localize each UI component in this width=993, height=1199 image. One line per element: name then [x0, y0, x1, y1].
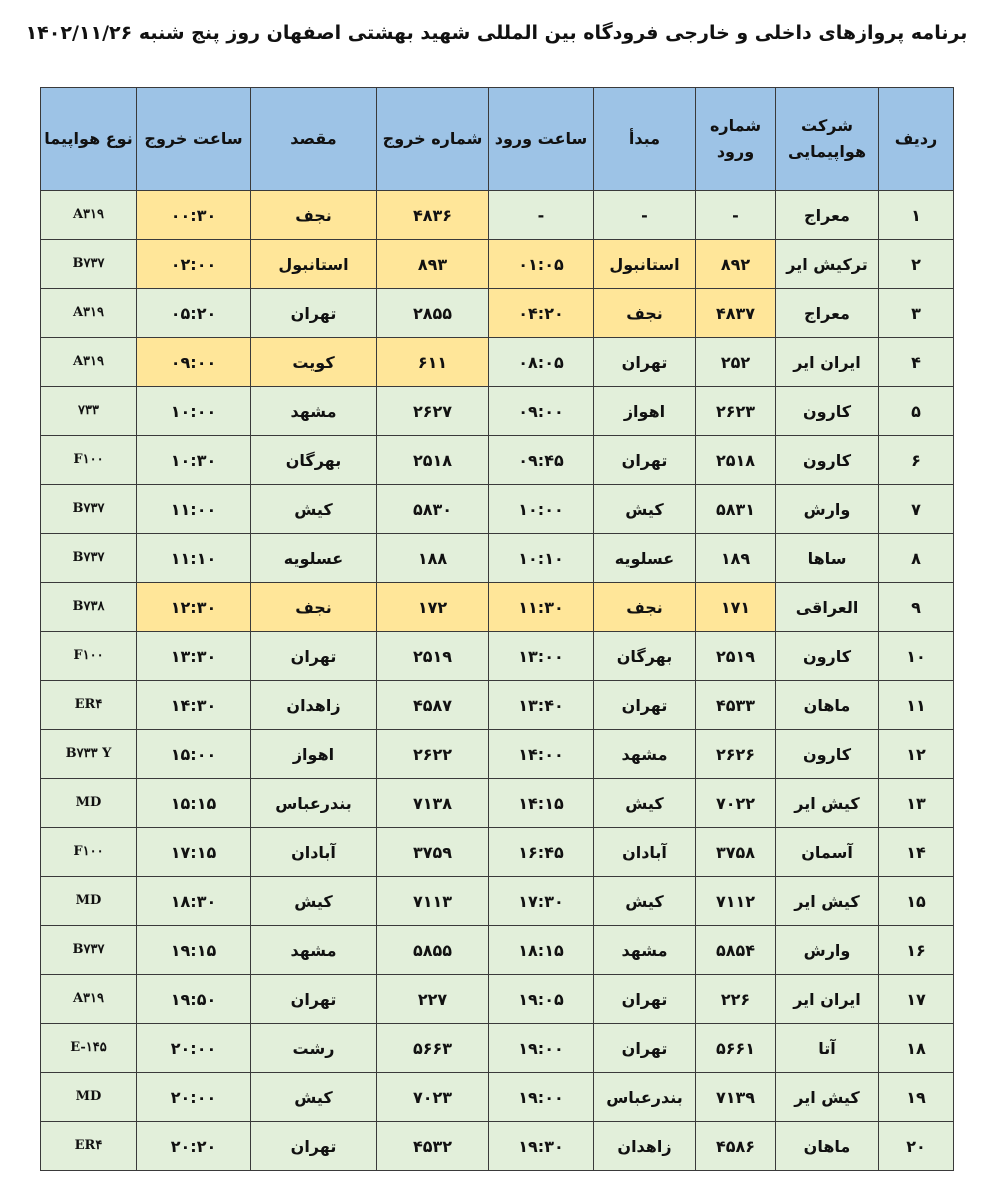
cell-departure-flight-number: ۳۷۵۹	[377, 828, 489, 877]
cell-row-number: ۳	[879, 289, 954, 338]
cell-departure-time: ۲۰:۰۰	[137, 1024, 251, 1073]
cell-origin: بندرعباس	[594, 1073, 696, 1122]
cell-departure-flight-number: ۱۸۸	[377, 534, 489, 583]
table-row	[41, 1024, 954, 1073]
cell-aircraft-type: ۷۳۳	[41, 387, 137, 436]
cell-aircraft-type: ER۴	[41, 1122, 137, 1171]
cell-arrival-time: ۱۹:۰۵	[489, 975, 594, 1024]
cell-origin: کیش	[594, 485, 696, 534]
cell-origin: زاهدان	[594, 1122, 696, 1171]
cell-aircraft-type: F۱۰۰	[41, 828, 137, 877]
column-header-origin: مبدأ	[594, 88, 696, 191]
column-header-airline: شرکت هواپیمایی	[776, 88, 879, 191]
table-row	[41, 779, 954, 828]
cell-airline: آتا	[776, 1024, 879, 1073]
cell-aircraft-type: A۳۱۹	[41, 191, 137, 240]
cell-departure-time: ۰۰:۳۰	[137, 191, 251, 240]
cell-arrival-flight-number: -	[696, 191, 776, 240]
table-row	[41, 289, 954, 338]
table-header-row	[41, 88, 954, 191]
cell-row-number: ۱۸	[879, 1024, 954, 1073]
cell-arrival-flight-number: ۴۵۸۶	[696, 1122, 776, 1171]
cell-arrival-time: ۱۰:۰۰	[489, 485, 594, 534]
cell-airline: کارون	[776, 436, 879, 485]
cell-aircraft-type: B۷۳۷	[41, 485, 137, 534]
table-row	[41, 1122, 954, 1171]
cell-airline: وارش	[776, 926, 879, 975]
cell-row-number: ۱۹	[879, 1073, 954, 1122]
cell-row-number: ۹	[879, 583, 954, 632]
cell-arrival-flight-number: ۸۹۲	[696, 240, 776, 289]
cell-aircraft-type: F۱۰۰	[41, 436, 137, 485]
cell-destination: استانبول	[251, 240, 377, 289]
cell-airline: کیش ایر	[776, 877, 879, 926]
column-header-aircraft-type: نوع هواپیما	[41, 88, 137, 191]
column-header-destination: مقصد	[251, 88, 377, 191]
cell-aircraft-type: MD	[41, 877, 137, 926]
cell-departure-time: ۱۵:۰۰	[137, 730, 251, 779]
cell-departure-flight-number: ۲۵۱۸	[377, 436, 489, 485]
cell-destination: کویت	[251, 338, 377, 387]
cell-aircraft-type: MD	[41, 1073, 137, 1122]
table-row	[41, 191, 954, 240]
table-row	[41, 534, 954, 583]
cell-departure-time: ۱۲:۳۰	[137, 583, 251, 632]
cell-arrival-time: ۱۴:۱۵	[489, 779, 594, 828]
cell-departure-flight-number: ۲۶۲۷	[377, 387, 489, 436]
cell-arrival-flight-number: ۷۱۳۹	[696, 1073, 776, 1122]
cell-destination: اهواز	[251, 730, 377, 779]
table-row	[41, 240, 954, 289]
cell-row-number: ۲۰	[879, 1122, 954, 1171]
cell-departure-flight-number: ۴۵۳۲	[377, 1122, 489, 1171]
cell-aircraft-type: MD	[41, 779, 137, 828]
cell-departure-time: ۱۷:۱۵	[137, 828, 251, 877]
cell-destination: کیش	[251, 877, 377, 926]
cell-departure-time: ۱۵:۱۵	[137, 779, 251, 828]
column-header-arrival-flight-number: شماره ورود	[696, 88, 776, 191]
cell-airline: ماهان	[776, 1122, 879, 1171]
cell-aircraft-type: B۷۳۷	[41, 926, 137, 975]
cell-row-number: ۱۵	[879, 877, 954, 926]
cell-row-number: ۱۷	[879, 975, 954, 1024]
cell-arrival-time: ۱۳:۰۰	[489, 632, 594, 681]
cell-arrival-time: ۱۶:۴۵	[489, 828, 594, 877]
cell-arrival-flight-number: ۷۰۲۲	[696, 779, 776, 828]
cell-arrival-flight-number: ۲۶۲۳	[696, 387, 776, 436]
cell-airline: ساها	[776, 534, 879, 583]
cell-departure-time: ۲۰:۰۰	[137, 1073, 251, 1122]
cell-origin: مشهد	[594, 926, 696, 975]
table-row	[41, 877, 954, 926]
cell-airline: ترکیش ایر	[776, 240, 879, 289]
cell-arrival-time: ۱۰:۱۰	[489, 534, 594, 583]
cell-row-number: ۱۲	[879, 730, 954, 779]
cell-departure-time: ۱۹:۵۰	[137, 975, 251, 1024]
cell-aircraft-type: B۷۳۷	[41, 240, 137, 289]
table-row	[41, 632, 954, 681]
cell-departure-flight-number: ۵۸۳۰	[377, 485, 489, 534]
cell-aircraft-type: ER۴	[41, 681, 137, 730]
cell-arrival-time: ۱۹:۰۰	[489, 1073, 594, 1122]
cell-departure-time: ۱۰:۰۰	[137, 387, 251, 436]
cell-row-number: ۵	[879, 387, 954, 436]
cell-row-number: ۲	[879, 240, 954, 289]
cell-aircraft-type: B۷۳۸	[41, 583, 137, 632]
cell-arrival-flight-number: ۱۷۱	[696, 583, 776, 632]
cell-origin: آبادان	[594, 828, 696, 877]
cell-row-number: ۱۳	[879, 779, 954, 828]
cell-origin: تهران	[594, 975, 696, 1024]
cell-departure-flight-number: ۴۸۳۶	[377, 191, 489, 240]
cell-origin: -	[594, 191, 696, 240]
cell-departure-time: ۱۹:۱۵	[137, 926, 251, 975]
cell-destination: کیش	[251, 485, 377, 534]
cell-origin: نجف	[594, 289, 696, 338]
cell-departure-flight-number: ۲۸۵۵	[377, 289, 489, 338]
cell-arrival-flight-number: ۲۵۱۸	[696, 436, 776, 485]
cell-destination: تهران	[251, 289, 377, 338]
cell-origin: استانبول	[594, 240, 696, 289]
cell-aircraft-type: E-۱۴۵	[41, 1024, 137, 1073]
cell-arrival-time: ۱۷:۳۰	[489, 877, 594, 926]
cell-airline: کارون	[776, 632, 879, 681]
table-row	[41, 583, 954, 632]
cell-row-number: ۱	[879, 191, 954, 240]
cell-row-number: ۷	[879, 485, 954, 534]
table-row	[41, 338, 954, 387]
column-header-arrival-time: ساعت ورود	[489, 88, 594, 191]
cell-airline: ایران ایر	[776, 975, 879, 1024]
cell-airline: ایران ایر	[776, 338, 879, 387]
cell-arrival-flight-number: ۴۸۳۷	[696, 289, 776, 338]
cell-destination: کیش	[251, 1073, 377, 1122]
cell-arrival-flight-number: ۲۲۶	[696, 975, 776, 1024]
cell-departure-flight-number: ۲۵۱۹	[377, 632, 489, 681]
cell-airline: کارون	[776, 387, 879, 436]
cell-arrival-flight-number: ۳۷۵۸	[696, 828, 776, 877]
cell-row-number: ۱۴	[879, 828, 954, 877]
cell-arrival-time: -	[489, 191, 594, 240]
cell-origin: تهران	[594, 1024, 696, 1073]
cell-arrival-time: ۰۴:۲۰	[489, 289, 594, 338]
cell-destination: آبادان	[251, 828, 377, 877]
table-row	[41, 730, 954, 779]
flight-schedule-table	[40, 87, 954, 1171]
cell-origin: اهواز	[594, 387, 696, 436]
cell-airline: کیش ایر	[776, 779, 879, 828]
cell-arrival-flight-number: ۴۵۳۳	[696, 681, 776, 730]
table-row	[41, 926, 954, 975]
cell-airline: ماهان	[776, 681, 879, 730]
cell-airline: کارون	[776, 730, 879, 779]
cell-destination: عسلویه	[251, 534, 377, 583]
cell-arrival-time: ۱۳:۴۰	[489, 681, 594, 730]
cell-row-number: ۴	[879, 338, 954, 387]
cell-aircraft-type: F۱۰۰	[41, 632, 137, 681]
cell-destination: رشت	[251, 1024, 377, 1073]
cell-arrival-flight-number: ۵۸۵۴	[696, 926, 776, 975]
table-row	[41, 485, 954, 534]
table-row	[41, 1073, 954, 1122]
cell-arrival-flight-number: ۲۶۲۶	[696, 730, 776, 779]
cell-airline: آسمان	[776, 828, 879, 877]
cell-airline: کیش ایر	[776, 1073, 879, 1122]
cell-departure-time: ۱۱:۱۰	[137, 534, 251, 583]
cell-arrival-time: ۰۸:۰۵	[489, 338, 594, 387]
cell-departure-flight-number: ۸۹۳	[377, 240, 489, 289]
column-header-row-number: ردیف	[879, 88, 954, 191]
cell-arrival-time: ۰۱:۰۵	[489, 240, 594, 289]
cell-arrival-time: ۱۱:۳۰	[489, 583, 594, 632]
cell-origin: کیش	[594, 779, 696, 828]
table-row	[41, 387, 954, 436]
cell-arrival-time: ۱۹:۰۰	[489, 1024, 594, 1073]
cell-origin: بهرگان	[594, 632, 696, 681]
cell-departure-flight-number: ۲۶۲۲	[377, 730, 489, 779]
table-row	[41, 436, 954, 485]
cell-departure-time: ۰۹:۰۰	[137, 338, 251, 387]
cell-destination: تهران	[251, 632, 377, 681]
cell-airline: معراج	[776, 191, 879, 240]
cell-arrival-flight-number: ۵۸۳۱	[696, 485, 776, 534]
cell-arrival-time: ۱۴:۰۰	[489, 730, 594, 779]
cell-departure-time: ۱۰:۳۰	[137, 436, 251, 485]
cell-arrival-time: ۰۹:۰۰	[489, 387, 594, 436]
cell-arrival-time: ۱۸:۱۵	[489, 926, 594, 975]
table-row	[41, 828, 954, 877]
cell-departure-time: ۲۰:۲۰	[137, 1122, 251, 1171]
cell-departure-time: ۱۸:۳۰	[137, 877, 251, 926]
cell-aircraft-type: A۳۱۹	[41, 338, 137, 387]
cell-destination: تهران	[251, 975, 377, 1024]
cell-destination: بندرعباس	[251, 779, 377, 828]
cell-departure-flight-number: ۷۱۳۸	[377, 779, 489, 828]
cell-destination: مشهد	[251, 387, 377, 436]
cell-aircraft-type: A۳۱۹	[41, 289, 137, 338]
cell-departure-flight-number: ۶۱۱	[377, 338, 489, 387]
cell-departure-time: ۰۵:۲۰	[137, 289, 251, 338]
cell-arrival-flight-number: ۷۱۱۲	[696, 877, 776, 926]
cell-origin: تهران	[594, 338, 696, 387]
cell-row-number: ۱۰	[879, 632, 954, 681]
column-header-departure-time: ساعت خروج	[137, 88, 251, 191]
cell-departure-time: ۱۱:۰۰	[137, 485, 251, 534]
cell-origin: نجف	[594, 583, 696, 632]
cell-origin: تهران	[594, 681, 696, 730]
cell-departure-flight-number: ۵۶۶۳	[377, 1024, 489, 1073]
column-header-departure-flight-number: شماره خروج	[377, 88, 489, 191]
cell-origin: کیش	[594, 877, 696, 926]
cell-aircraft-type: B۷۳۷	[41, 534, 137, 583]
cell-arrival-flight-number: ۱۸۹	[696, 534, 776, 583]
cell-destination: مشهد	[251, 926, 377, 975]
cell-departure-flight-number: ۱۷۲	[377, 583, 489, 632]
table-row	[41, 975, 954, 1024]
cell-departure-time: ۰۲:۰۰	[137, 240, 251, 289]
cell-row-number: ۱۱	[879, 681, 954, 730]
cell-arrival-time: ۱۹:۳۰	[489, 1122, 594, 1171]
cell-arrival-flight-number: ۲۵۱۹	[696, 632, 776, 681]
cell-departure-flight-number: ۲۲۷	[377, 975, 489, 1024]
cell-airline: وارش	[776, 485, 879, 534]
cell-arrival-flight-number: ۵۶۶۱	[696, 1024, 776, 1073]
cell-arrival-flight-number: ۲۵۲	[696, 338, 776, 387]
page-title: برنامه پروازهای داخلی و خارجی فرودگاه بین المللی شهید بهشتی اصفهان روز پنج شنبه ۱۴۰۲/۱۱/۲۶	[25, 22, 968, 44]
cell-origin: مشهد	[594, 730, 696, 779]
cell-destination: نجف	[251, 583, 377, 632]
cell-departure-flight-number: ۷۰۲۳	[377, 1073, 489, 1122]
cell-destination: تهران	[251, 1122, 377, 1171]
cell-aircraft-type: B۷۳۳ Y	[41, 730, 137, 779]
cell-destination: نجف	[251, 191, 377, 240]
cell-row-number: ۸	[879, 534, 954, 583]
cell-destination: بهرگان	[251, 436, 377, 485]
cell-row-number: ۱۶	[879, 926, 954, 975]
cell-airline: معراج	[776, 289, 879, 338]
cell-arrival-time: ۰۹:۴۵	[489, 436, 594, 485]
cell-destination: زاهدان	[251, 681, 377, 730]
cell-departure-time: ۱۴:۳۰	[137, 681, 251, 730]
cell-airline: العراقی	[776, 583, 879, 632]
cell-aircraft-type: A۳۱۹	[41, 975, 137, 1024]
cell-departure-time: ۱۳:۳۰	[137, 632, 251, 681]
cell-departure-flight-number: ۴۵۸۷	[377, 681, 489, 730]
table-row	[41, 681, 954, 730]
cell-origin: تهران	[594, 436, 696, 485]
cell-departure-flight-number: ۷۱۱۳	[377, 877, 489, 926]
cell-row-number: ۶	[879, 436, 954, 485]
cell-origin: عسلویه	[594, 534, 696, 583]
cell-departure-flight-number: ۵۸۵۵	[377, 926, 489, 975]
